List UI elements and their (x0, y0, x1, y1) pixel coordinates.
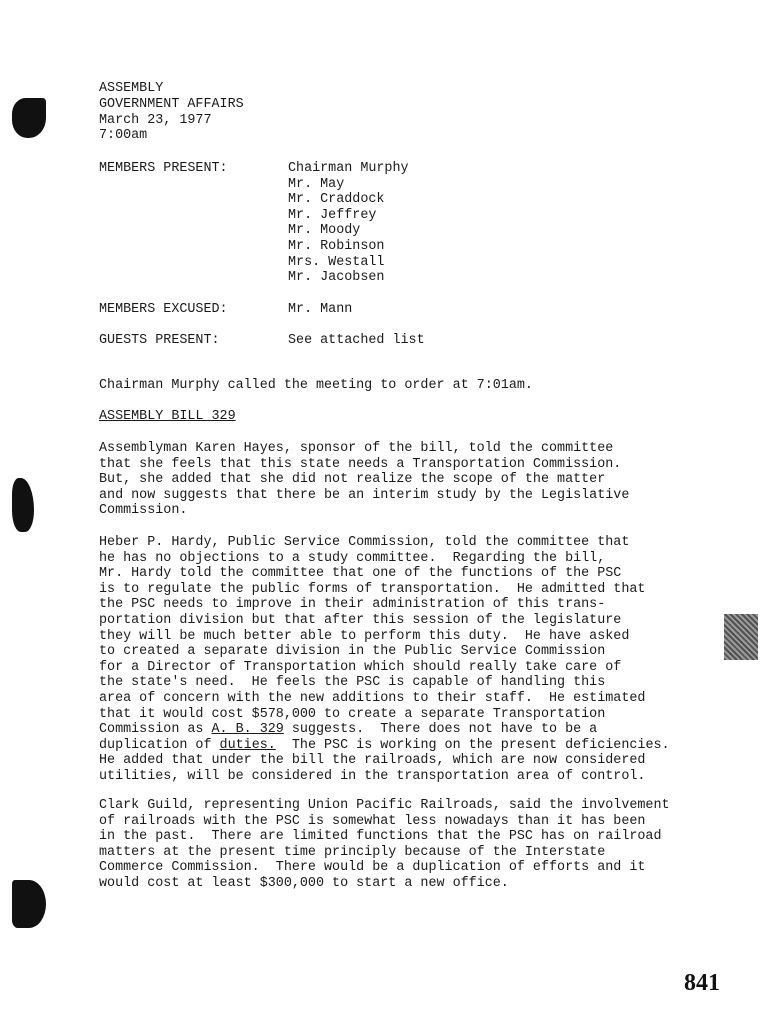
paragraph-line: Mr. Hardy told the committee that one of the functions of the PSC (99, 566, 622, 582)
paragraph-line: area of concern with the new additions to their staff. He estimated (99, 690, 646, 706)
paragraph-line: Commerce Commission. There would be a duplication of efforts and it (99, 860, 646, 876)
paragraph-line: that she feels that this state needs a Transportation Commission. (99, 456, 622, 472)
paragraph-line (99, 722, 739, 738)
paragraph-line: that it would cost $578,000 to create a separate Transportation (99, 706, 606, 722)
paragraph-line: and now suggests that there be an interim study by the Legislative (99, 487, 630, 503)
line-text: duplication of (99, 737, 220, 753)
scan-mark-bottom (12, 880, 46, 928)
committee-line-2: GOVERNMENT AFFAIRS (99, 96, 244, 112)
guests-present-value: See attached list (288, 333, 425, 348)
members-present-list (288, 161, 409, 286)
paragraph-line: But, she added that she did not realize the scope of the matter (99, 472, 606, 488)
paragraph-line: He added that under the bill the railroads, which are now considered (99, 753, 646, 769)
paragraph-line: to created a separate division in the Public Service Commission (99, 644, 606, 660)
member-name: Mr. Jacobsen (288, 270, 385, 286)
line-text: Commission as (99, 722, 212, 738)
scan-mark-top (12, 98, 46, 138)
paragraph-line: for a Director of Transportation which should really take care of (99, 659, 622, 675)
paragraph-line: would cost at least $300,000 to start a new office. (99, 875, 509, 891)
member-name: Chairman Murphy (288, 161, 409, 176)
paragraph-line: Clark Guild, representing Union Pacific Railroads, said the involvement (99, 798, 670, 813)
meeting-time: 7:00am (99, 128, 148, 144)
page-number: 841 (684, 970, 720, 996)
bill-reference: A. B. 329 (211, 722, 284, 738)
members-present-label: MEMBERS PRESENT: (99, 161, 228, 176)
members-excused-label: MEMBERS EXCUSED: (99, 302, 228, 317)
testimony-hardy (99, 535, 739, 785)
member-name: Mr. Moody (288, 223, 361, 239)
paragraph-line: Assemblyman Karen Hayes, sponsor of the bill, told the committee (99, 441, 614, 456)
paragraph-line: utilities, will be considered in the transportation area of control. (99, 768, 646, 784)
testimony-guild (99, 798, 739, 892)
underlined-word: duties. (219, 737, 276, 753)
meeting-header (99, 81, 244, 144)
member-name: Mr. Craddock (288, 192, 385, 208)
bill-heading: ASSEMBLY BILL 329 (99, 409, 236, 424)
member-name: Mr. Jeffrey (288, 207, 377, 223)
member-name: Mr. May (288, 176, 345, 192)
scan-mark-middle (12, 478, 34, 532)
paragraph-line: Commission. (99, 503, 188, 519)
paragraph-line: matters at the present time principly because of the Interstate (99, 844, 606, 860)
meeting-date: March 23, 1977 (99, 112, 212, 128)
members-excused-value: Mr. Mann (288, 302, 353, 317)
call-to-order: Chairman Murphy called the meeting to order at 7:01am. (99, 378, 533, 393)
paragraph-line: they will be much better able to perform this duty. He have asked (99, 628, 630, 644)
paragraph-line: is to regulate the public forms of transportation. He admitted that (99, 581, 646, 597)
paragraph-line (99, 738, 739, 754)
committee-line-1: ASSEMBLY (99, 81, 164, 96)
paragraph-line: the state's need. He feels the PSC is capable of handling this (99, 675, 606, 691)
testimony-hayes (99, 441, 739, 519)
paragraph-line: the PSC needs to improve in their administration of this trans- (99, 597, 606, 613)
paragraph-line: in the past. There are limited functions that the PSC has on railroad (99, 829, 662, 845)
line-text: suggests. There does not have to be a (283, 722, 598, 738)
guests-present-label: GUESTS PRESENT: (99, 333, 220, 348)
paragraph-line: of railroads with the PSC is somewhat less nowadays than it has been (99, 813, 646, 829)
paragraph-line: Heber P. Hardy, Public Service Commission, told the committee that (99, 535, 630, 550)
paragraph-line: he has no objections to a study committee. Regarding the bill, (99, 550, 606, 566)
member-name: Mrs. Westall (288, 254, 385, 270)
member-name: Mr. Robinson (288, 238, 385, 254)
line-text: The PSC is working on the present deficiencies. (275, 737, 670, 753)
paragraph-line: portation division but that after this session of the legislature (99, 612, 622, 628)
